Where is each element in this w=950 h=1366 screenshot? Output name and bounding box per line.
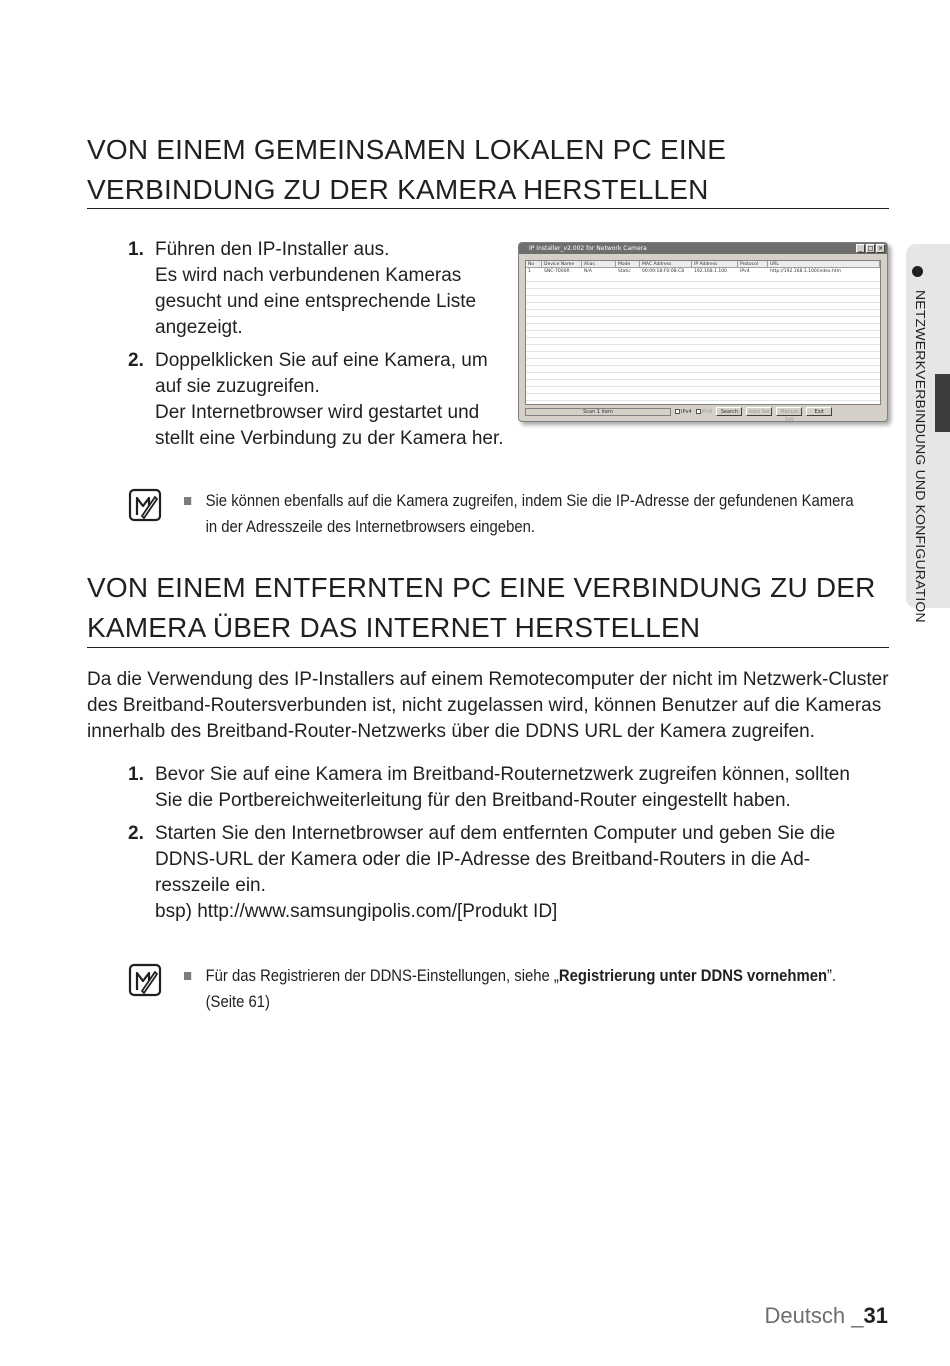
cell: 00:09:18:F0:0B:C8	[642, 269, 685, 274]
cell: N/A	[584, 269, 592, 274]
steps-remote	[128, 762, 850, 932]
step-text: angezeigt.	[155, 317, 243, 338]
maximize-icon: □	[867, 245, 874, 252]
window-title: IP Installer_v2.002 for Network Camera	[529, 245, 647, 252]
page-footer	[764, 1303, 888, 1329]
note-prefix: Für das Registrieren der DDNS-Einstellungen, siehe „	[205, 967, 559, 985]
exit-button: Exit	[806, 407, 832, 416]
step-text: Starten Sie den Internetbrowser auf dem entfernten Computer und geben Sie die	[155, 823, 836, 844]
note-line: (Seite 61)	[205, 993, 270, 1011]
heading-rule	[87, 647, 889, 648]
footer-language: Deutsch _	[764, 1303, 864, 1328]
scan-status: Scan 1 item	[525, 408, 671, 416]
step-text: bsp) http://www.samsungipolis.com/[Produkt ID]	[155, 901, 558, 922]
step-text: auf sie zuzugreifen.	[155, 376, 320, 397]
cell: 1	[528, 269, 531, 274]
page-number: 31	[863, 1303, 888, 1328]
step-number: 2.	[128, 350, 144, 371]
step-number: 2.	[128, 823, 144, 844]
step-1	[128, 237, 504, 341]
col-header: URL	[768, 261, 880, 268]
para-line: des Breitband-Routersverbunden ist, nicht zugelassen wird, können Benutzer auf die Kameras	[87, 695, 882, 716]
heading-rule	[87, 208, 889, 209]
note-line	[205, 963, 837, 989]
step-text: Doppelklicken Sie auf eine Kamera, um	[155, 350, 488, 371]
step-text: resszeile ein.	[155, 875, 266, 896]
step-text: gesucht und eine entsprechende Liste	[155, 291, 477, 312]
note-text	[184, 963, 837, 1015]
col-header: Alias	[582, 261, 616, 268]
bullet-icon	[184, 972, 191, 980]
ddns-reference-link[interactable]: Registrierung unter DDNS vornehmen	[558, 967, 828, 985]
intro-paragraph	[87, 667, 889, 745]
note-line: Sie können ebenfalls auf die Kamera zugreifen, indem Sie die IP-Adresse der gefundenen Kamera	[205, 492, 854, 510]
note-icon	[128, 963, 162, 997]
note-icon	[128, 488, 162, 522]
ipv6-label: IPv6	[701, 408, 713, 415]
step-text: stellt eine Verbindung zu der Kamera her.	[155, 428, 504, 449]
step-text: Bevor Sie auf eine Kamera im Breitband-Routernetzwerk zugreifen können, sollten	[155, 764, 850, 785]
ipv4-checkbox	[675, 409, 692, 415]
camera-row	[526, 268, 880, 275]
section-heading-local	[87, 130, 889, 210]
minimize-icon: _	[856, 244, 865, 253]
heading-line: VON EINEM GEMEINSAMEN LOKALEN PC EINE	[87, 134, 727, 165]
note-suffix: ”.	[827, 967, 837, 985]
auto-set-button: Auto Set	[746, 407, 772, 416]
bullet-icon	[184, 497, 191, 505]
col-header: IP Address	[692, 261, 738, 268]
step-number: 1.	[128, 239, 144, 260]
cell: http://192.168.1.100/index.htm	[770, 269, 841, 274]
cell: IPv4	[740, 269, 750, 274]
step-text: Sie die Portbereichweiterleitung für den Breitband-Router eingestellt haben.	[155, 790, 791, 811]
para-line: innerhalb des Breitband-Router-Netzwerks über die DDNS URL der Kamera zugreifen.	[87, 721, 815, 742]
chapter-label: NETZWERKVERBINDUNG UND KONFIGURATION	[913, 290, 929, 623]
step-text: Der Internetbrowser wird gestartet und	[155, 402, 480, 423]
window-statusbar	[525, 407, 832, 422]
cell: Static	[618, 269, 631, 274]
manual-set-button: Manual Set	[776, 407, 802, 416]
heading-line: KAMERA ÜBER DAS INTERNET HERSTELLEN	[87, 612, 701, 643]
step-text: Führen den IP-Installer aus.	[155, 239, 390, 260]
close-icon: ×	[877, 245, 884, 252]
heading-line: VON EINEM ENTFERNTEN PC EINE VERBINDUNG ZU DER	[87, 572, 876, 603]
col-header: MAC Address	[640, 261, 692, 268]
cell: 192.168.1.100	[694, 269, 727, 274]
ipv4-label: IPv4	[681, 408, 692, 415]
heading-line: VERBINDUNG ZU DER KAMERA HERSTELLEN	[87, 174, 709, 205]
section-heading-remote	[87, 568, 889, 648]
step-1	[128, 762, 850, 814]
camera-list-header	[526, 261, 880, 268]
step-number: 1.	[128, 764, 144, 785]
camera-list	[525, 260, 881, 405]
search-button: Search	[716, 407, 742, 416]
cell: SNC-7000R	[544, 269, 570, 274]
col-header: Mode	[616, 261, 640, 268]
step-text: DDNS-URL der Kamera oder die IP-Adresse des Breitband-Routers in die Ad-	[155, 849, 811, 870]
col-header: No	[526, 261, 542, 268]
col-header: Protocol	[738, 261, 768, 268]
steps-local	[128, 237, 504, 459]
ipv6-checkbox	[696, 409, 713, 415]
step-2	[128, 348, 504, 452]
col-header: Device Name	[542, 261, 582, 268]
step-2	[128, 821, 850, 925]
note-text	[184, 488, 854, 540]
para-line: Da die Verwendung des IP-Installers auf einem Remotecomputer der nicht im Netzwerk-Cluster	[87, 669, 889, 690]
note-line: in der Adresszeile des Internetbrowsers eingeben.	[205, 518, 535, 536]
step-text: Es wird nach verbundenen Kameras	[155, 265, 462, 286]
bullet-dot-icon	[912, 266, 923, 277]
ip-installer-screenshot	[518, 242, 888, 422]
chapter-marker	[935, 374, 950, 432]
window-titlebar	[519, 243, 887, 254]
